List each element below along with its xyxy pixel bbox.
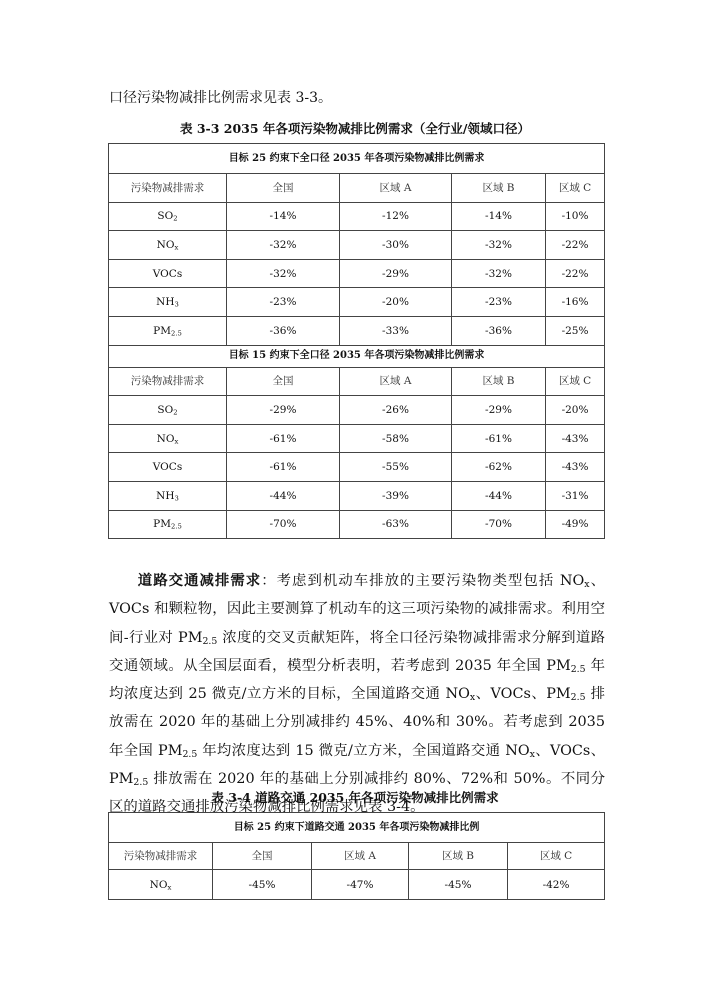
value-cell: -26% [340, 396, 452, 425]
table-row [109, 870, 605, 900]
value-cell: -70% [452, 510, 546, 539]
header-region-b: 区域 B [452, 174, 546, 203]
header-national: 全国 [227, 174, 340, 203]
pollutant-cell: $SO_2$ [109, 396, 227, 425]
value-cell: -30% [340, 231, 452, 260]
intro-text: 口径污染物减排比例需求见表 3-3。 [109, 90, 332, 106]
table-row [109, 259, 605, 288]
table1-section1-title-row [109, 144, 605, 174]
header-national: 全国 [227, 367, 340, 396]
header-pollutant: 污染物减排需求 [109, 367, 227, 396]
value-cell: -55% [340, 453, 452, 482]
value-cell: -16% [546, 288, 605, 317]
header-region-c: 区域 C [508, 843, 605, 870]
pollutant-cell: $NO_x$ [109, 231, 227, 260]
value-cell: -44% [227, 481, 340, 510]
header-region-b: 区域 B [409, 843, 508, 870]
header-region-c: 区域 C [546, 367, 605, 396]
value-cell: -47% [312, 870, 409, 900]
value-cell: -29% [452, 396, 546, 425]
table-row [109, 396, 605, 425]
value-cell: -20% [340, 288, 452, 317]
table-row [109, 424, 605, 453]
table-row [109, 481, 605, 510]
table1-caption: 表 3-3 2035 年各项污染物减排比例需求（全行业/领域口径） [180, 121, 530, 136]
value-cell: -10% [546, 202, 605, 231]
table2-section1-title-row [109, 813, 605, 843]
value-cell: -32% [227, 259, 340, 288]
value-cell: -22% [546, 259, 605, 288]
value-cell: -61% [452, 424, 546, 453]
value-cell: -32% [227, 231, 340, 260]
value-cell: -12% [340, 202, 452, 231]
value-cell: -45% [213, 870, 312, 900]
pollutant-cell: $NO_x$ [109, 870, 213, 900]
value-cell: -23% [452, 288, 546, 317]
pollutant-cell: VOCs [109, 453, 227, 482]
table-row [109, 453, 605, 482]
pollutant-cell: $NO_x$ [109, 424, 227, 453]
table-row [109, 231, 605, 260]
value-cell: -62% [452, 453, 546, 482]
table-row [109, 202, 605, 231]
table-row [109, 510, 605, 539]
header-region-a: 区域 A [312, 843, 409, 870]
value-cell: -14% [227, 202, 340, 231]
value-cell: -45% [409, 870, 508, 900]
header-pollutant: 污染物减排需求 [109, 174, 227, 203]
table1-header-row-2 [109, 367, 605, 396]
value-cell: -58% [340, 424, 452, 453]
value-cell: -70% [227, 510, 340, 539]
value-cell: -29% [227, 396, 340, 425]
value-cell: -25% [546, 316, 605, 345]
header-pollutant: 污染物减排需求 [109, 843, 213, 870]
value-cell: -31% [546, 481, 605, 510]
table2 [108, 812, 605, 900]
value-cell: -36% [452, 316, 546, 345]
value-cell: -29% [340, 259, 452, 288]
pollutant-cell: $PM_{2.5}$ [109, 316, 227, 345]
value-cell: -32% [452, 231, 546, 260]
value-cell: -20% [546, 396, 605, 425]
value-cell: -61% [227, 453, 340, 482]
value-cell: -23% [227, 288, 340, 317]
table2-caption: 表 3-4 道路交通 2035 年各项污染物减排比例需求 [211, 790, 499, 805]
value-cell: -33% [340, 316, 452, 345]
table1-section2-title-row [109, 345, 605, 367]
table1-section1-title: 目标 25 约束下全口径 2035 年各项污染物减排比例需求 [109, 144, 605, 174]
value-cell: -61% [227, 424, 340, 453]
table1-header-row [109, 174, 605, 203]
road-traffic-paragraph: 道路交通减排需求：考虑到机动车排放的主要污染物类型包括 $NO_x$、VOCs 和颗粒物，因此主要测算了机动车的这三项污染物的减排需求。利用空间-行业对 $PM_{2.5}$ 浓度的交叉贡献矩阵，将全口径污染物减排需求分解到道路交通领域。从全国层面看，模型分析表明，若考虑到 2035 年全国 $PM_{2.5}$ 年均浓度达到 25 微克/立方米的目标，全国道路交通 $NO_x$、VOCs、$PM_{2.5}$ 排放需在 2020 年的基础上分别减排约 45%、40%和 30%。若考虑到 2035 年全国 $PM_{2.5}$ 年均浓度达到 15 微克/立方米，全国道路交通 $NO_x$、VOCs、$PM_{2.5}$ 排放需在 2020 年的基础上分别减排约 80%、72%和 50%。不同分区的道路交通排放污染物减排比例需求见表 3-4。 [109, 572, 606, 816]
value-cell: -32% [452, 259, 546, 288]
value-cell: -43% [546, 424, 605, 453]
value-cell: -49% [546, 510, 605, 539]
table2-section1-title: 目标 25 约束下道路交通 2035 年各项污染物减排比例 [109, 813, 605, 843]
value-cell: -22% [546, 231, 605, 260]
pollutant-cell: $NH_3$ [109, 481, 227, 510]
pollutant-cell: $NH_3$ [109, 288, 227, 317]
table1-section2-title: 目标 15 约束下全口径 2035 年各项污染物减排比例需求 [109, 345, 605, 367]
value-cell: -43% [546, 453, 605, 482]
value-cell: -36% [227, 316, 340, 345]
table-row [109, 288, 605, 317]
header-region-b: 区域 B [452, 367, 546, 396]
table-row [109, 316, 605, 345]
pollutant-cell: VOCs [109, 259, 227, 288]
header-region-a: 区域 A [340, 174, 452, 203]
table2-header-row [109, 843, 605, 870]
pollutant-cell: $PM_{2.5}$ [109, 510, 227, 539]
value-cell: -14% [452, 202, 546, 231]
value-cell: -39% [340, 481, 452, 510]
pollutant-cell: $SO_2$ [109, 202, 227, 231]
value-cell: -42% [508, 870, 605, 900]
value-cell: -44% [452, 481, 546, 510]
value-cell: -63% [340, 510, 452, 539]
header-national: 全国 [213, 843, 312, 870]
header-region-a: 区域 A [340, 367, 452, 396]
paragraph-lead: 道路交通减排需求 [137, 572, 262, 589]
table1 [108, 143, 605, 539]
header-region-c: 区域 C [546, 174, 605, 203]
